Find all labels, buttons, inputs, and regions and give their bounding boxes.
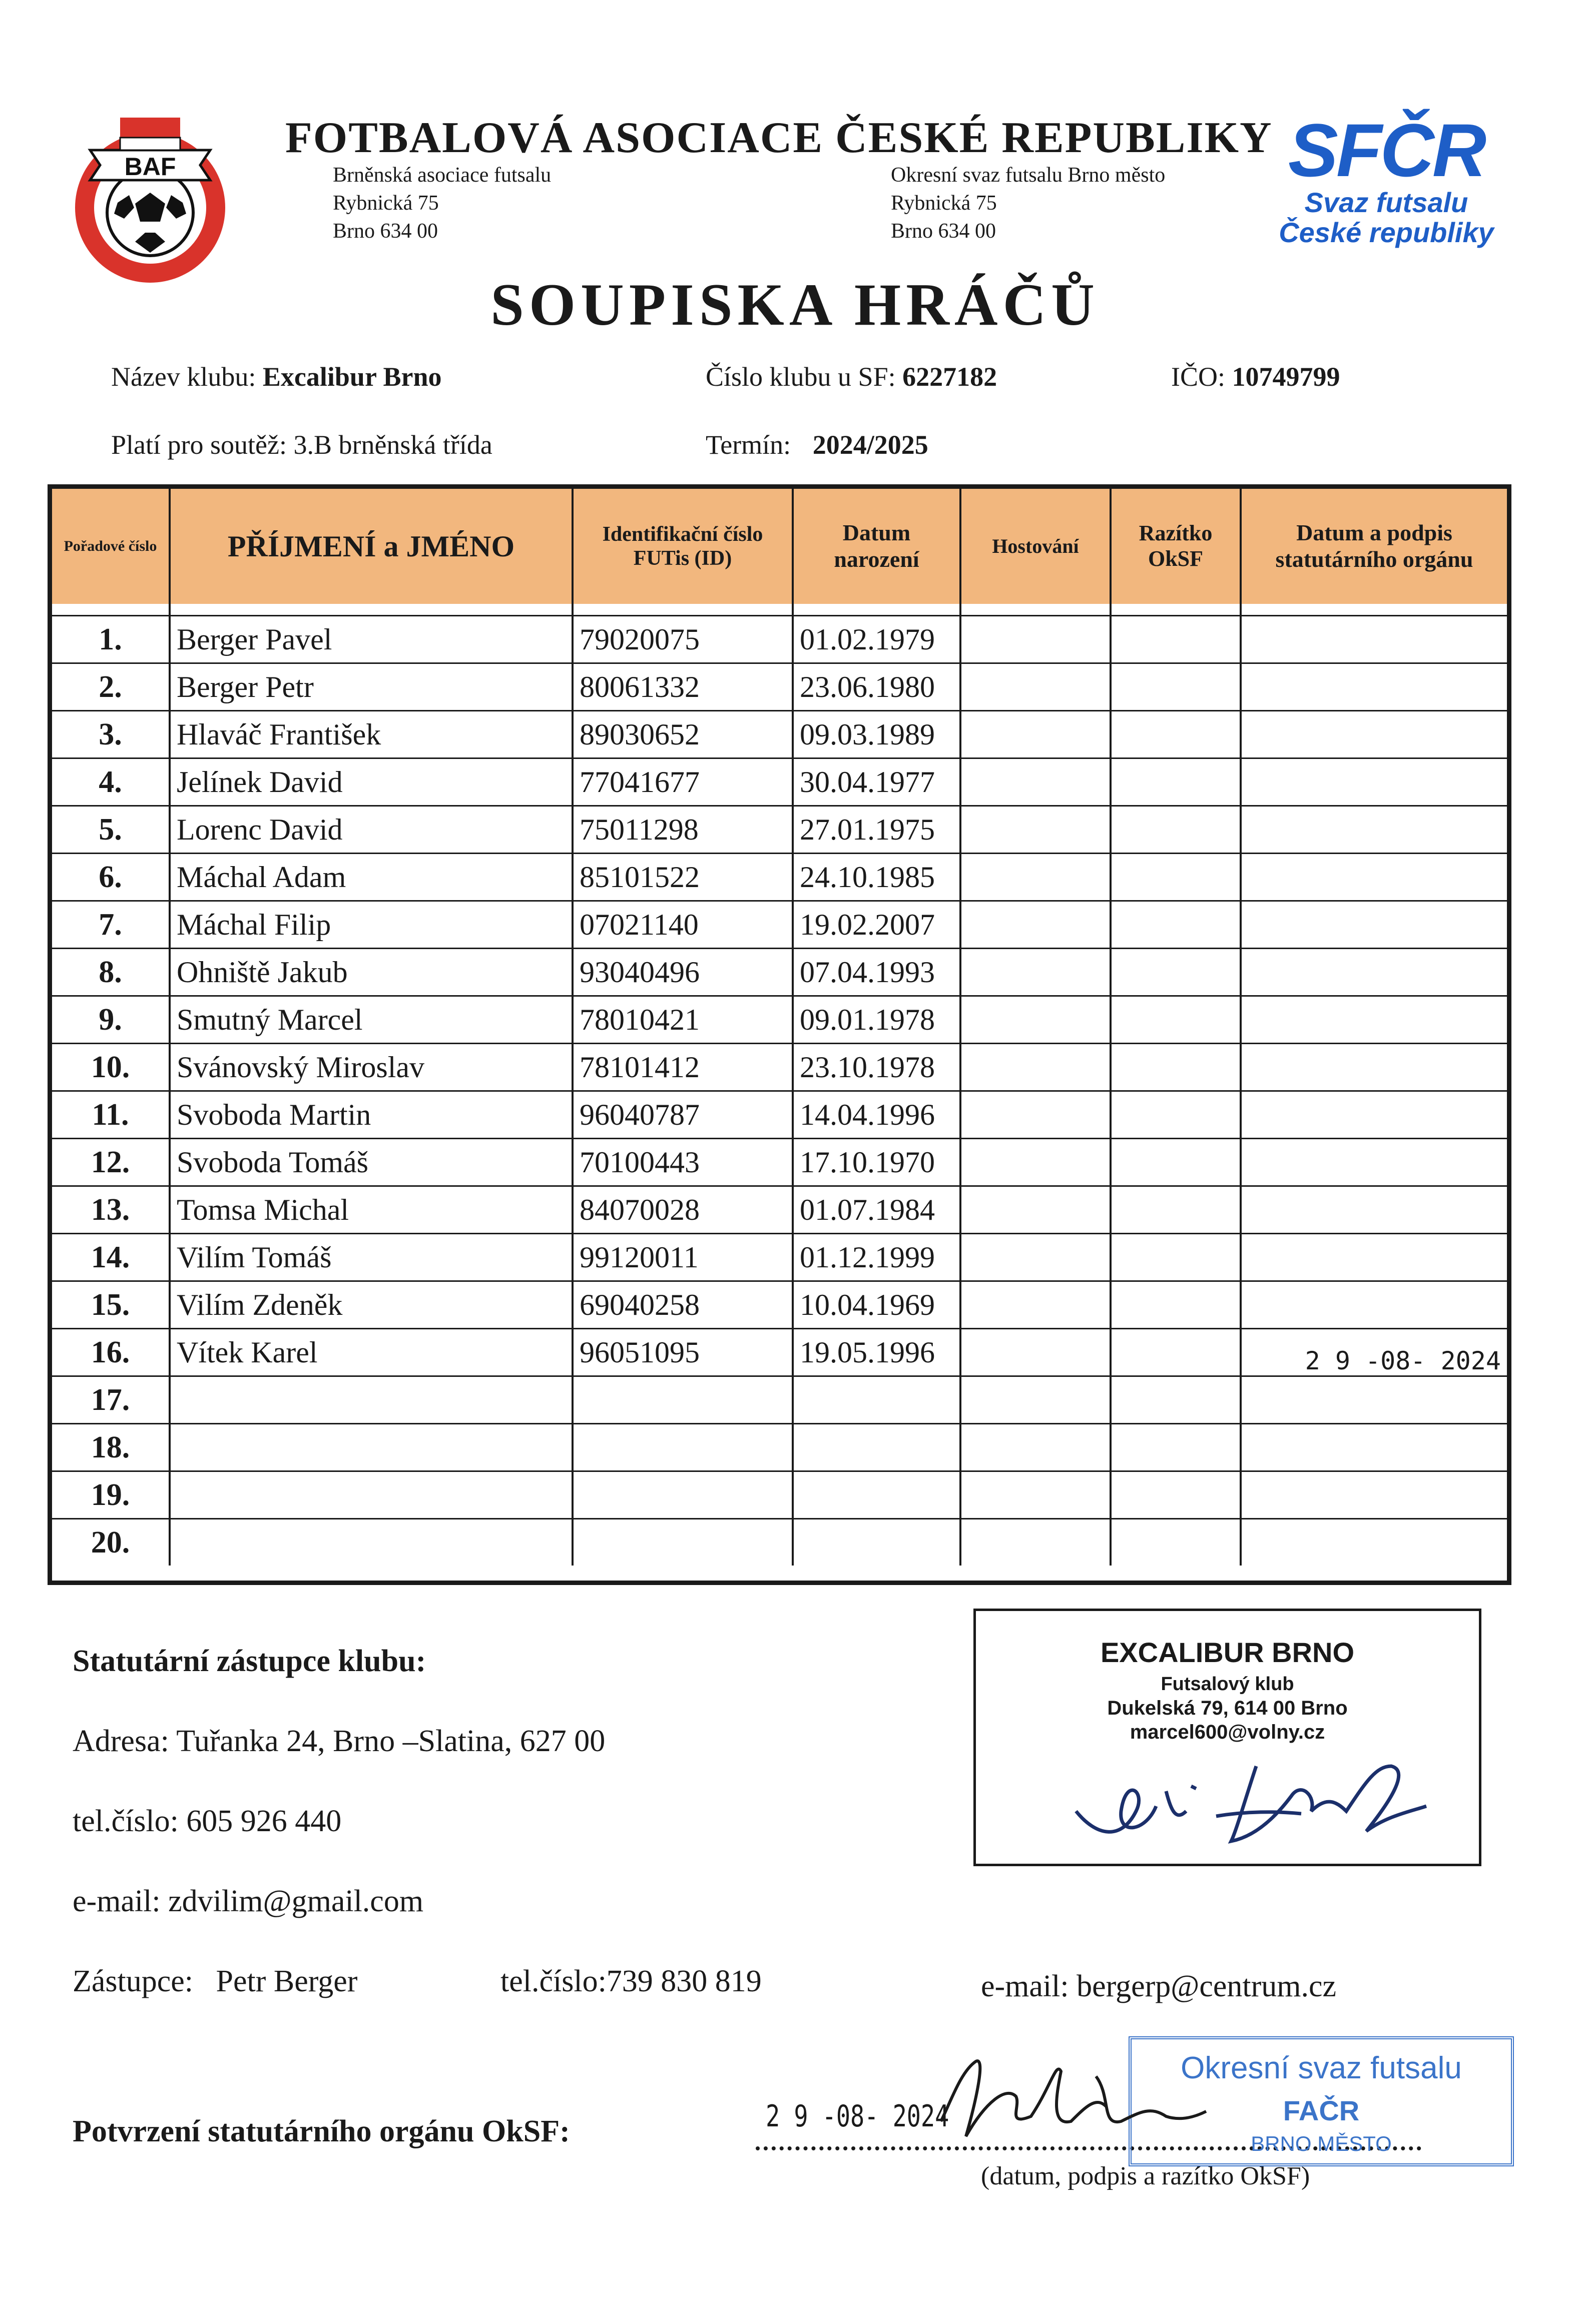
birth-date-cell	[793, 1424, 960, 1471]
col-header-sign: Datum a podpis statutárního orgánu	[1241, 489, 1507, 604]
row-number: 18.	[52, 1424, 170, 1471]
loan-cell	[960, 1329, 1111, 1376]
left-org-city: Brno 634 00	[333, 220, 438, 243]
oksf-stamp-cell	[1111, 1091, 1241, 1139]
row-number: 14.	[52, 1234, 170, 1281]
player-name-cell: Berger Petr	[170, 663, 573, 711]
statutory-label: Statutární zástupce klubu:	[73, 1644, 426, 1678]
oksf-signature	[931, 2041, 1211, 2151]
oksf-stamp-cell	[1111, 1234, 1241, 1281]
loan-cell	[960, 1044, 1111, 1091]
table-row	[52, 616, 1507, 663]
oksf-stamp-cell	[1111, 1329, 1241, 1376]
futis-id-cell: 85101522	[573, 854, 793, 901]
spacer-cell	[1241, 604, 1507, 616]
player-name-cell: Vilím Tomáš	[170, 1234, 573, 1281]
right-org-street: Rybnická 75	[891, 192, 997, 215]
futis-id-cell: 93040496	[573, 949, 793, 996]
oksf-stamp-cell	[1111, 711, 1241, 758]
futis-id-cell: 79020075	[573, 616, 793, 663]
player-name-cell: Hlaváč František	[170, 711, 573, 758]
table-row	[52, 711, 1507, 758]
signature-date-cell	[1241, 901, 1507, 949]
rep-value: Petr Berger	[216, 1964, 358, 1998]
baf-logo	[70, 108, 230, 288]
birth-date-cell: 01.07.1984	[793, 1186, 960, 1234]
term-field	[706, 429, 928, 460]
row-number: 17.	[52, 1376, 170, 1424]
left-org-address	[333, 161, 551, 245]
oksf-stamp-cell	[1111, 616, 1241, 663]
sfcr-logo-line1: Svaz futsalu	[1304, 187, 1468, 218]
term-label: Termín:	[706, 430, 791, 460]
rep-email-line	[981, 1969, 1336, 2004]
oksf-stamp-cell	[1111, 1424, 1241, 1471]
spacer-cell	[1111, 604, 1241, 616]
left-org-name: Brněnská asociace futsalu	[333, 164, 552, 187]
row-number: 1.	[52, 616, 170, 663]
player-name-cell: Máchal Filip	[170, 901, 573, 949]
loan-cell	[960, 996, 1111, 1044]
futis-id-cell: 75011298	[573, 806, 793, 854]
loan-cell	[960, 758, 1111, 806]
oksf-stamp-cell	[1111, 1471, 1241, 1519]
player-name-cell: Svánovský Miroslav	[170, 1044, 573, 1091]
loan-cell	[960, 1139, 1111, 1186]
signature-date-cell	[1241, 806, 1507, 854]
phone-line	[73, 1804, 341, 1839]
futis-id-cell	[573, 1376, 793, 1424]
col-header-name: PŘÍJMENÍ a JMÉNO	[170, 489, 573, 604]
oksf-stamp-cell	[1111, 1139, 1241, 1186]
row-number: 7.	[52, 901, 170, 949]
representative-line	[73, 1964, 357, 1999]
oksf-stamp-cell	[1111, 1519, 1241, 1566]
table-row	[52, 1519, 1507, 1566]
player-name-cell: Lorenc David	[170, 806, 573, 854]
row-number: 3.	[52, 711, 170, 758]
birth-date-cell	[793, 1376, 960, 1424]
oksf-stamp-line3: BRNO MĚSTO	[1251, 2132, 1392, 2155]
club-stamp-address: Dukelská 79, 614 00 Brno	[1107, 1697, 1348, 1719]
club-name-label: Název klubu:	[111, 362, 256, 392]
left-org-street: Rybnická 75	[333, 192, 439, 215]
email-label: e-mail:	[73, 1884, 161, 1918]
signature-date-cell	[1241, 663, 1507, 711]
oksf-stamp-line1: Okresní svaz futsalu	[1181, 2051, 1462, 2085]
oksf-stamp-cell	[1111, 854, 1241, 901]
loan-cell	[960, 616, 1111, 663]
birth-date-cell	[793, 1471, 960, 1519]
table-row	[52, 1471, 1507, 1519]
spacer-cell	[573, 604, 793, 616]
right-org-city: Brno 634 00	[891, 220, 996, 243]
birth-date-cell: 24.10.1985	[793, 854, 960, 901]
futis-id-cell: 80061332	[573, 663, 793, 711]
club-stamp-email: marcel600@volny.cz	[1130, 1721, 1325, 1743]
birth-date-cell: 09.03.1989	[793, 711, 960, 758]
signature-date-cell	[1241, 949, 1507, 996]
competition-field	[111, 429, 492, 460]
sfcr-logo-line2: České republiky	[1279, 217, 1494, 248]
birth-date-cell	[793, 1519, 960, 1566]
oksf-stamp-cell	[1111, 996, 1241, 1044]
player-name-cell	[170, 1471, 573, 1519]
oksf-stamp-cell	[1111, 806, 1241, 854]
futis-id-cell	[573, 1471, 793, 1519]
player-name-cell: Berger Pavel	[170, 616, 573, 663]
row-number: 11.	[52, 1091, 170, 1139]
loan-cell	[960, 1234, 1111, 1281]
signature-date-cell	[1241, 996, 1507, 1044]
col-header-loan: Hostování	[960, 489, 1111, 604]
table-row	[52, 1329, 1507, 1376]
club-signature	[1066, 1736, 1466, 1856]
address-line	[73, 1724, 605, 1759]
birth-date-cell: 01.12.1999	[793, 1234, 960, 1281]
loan-cell	[960, 806, 1111, 854]
loan-cell	[960, 1471, 1111, 1519]
futis-id-cell	[573, 1519, 793, 1566]
birth-date-cell: 23.06.1980	[793, 663, 960, 711]
table-row	[52, 1186, 1507, 1234]
signature-date-cell	[1241, 854, 1507, 901]
email-line	[73, 1884, 423, 1919]
confirm-label: Potvrzení statutárního orgánu OkSF:	[73, 2114, 570, 2148]
row-number: 13.	[52, 1186, 170, 1234]
table-row	[52, 1281, 1507, 1329]
birth-date-cell: 23.10.1978	[793, 1044, 960, 1091]
signature-date-cell	[1241, 1424, 1507, 1471]
row-number: 12.	[52, 1139, 170, 1186]
table-row	[52, 996, 1507, 1044]
table-row	[52, 949, 1507, 996]
birth-date-cell: 27.01.1975	[793, 806, 960, 854]
player-name-cell: Jelínek David	[170, 758, 573, 806]
table-row	[52, 806, 1507, 854]
player-name-cell: Svoboda Martin	[170, 1091, 573, 1139]
club-name-value: Excalibur Brno	[262, 362, 442, 392]
loan-cell	[960, 901, 1111, 949]
address-value: Tuřanka 24, Brno –Slatina, 627 00	[176, 1724, 606, 1758]
futis-id-cell: 78010421	[573, 996, 793, 1044]
birth-date-cell: 09.01.1978	[793, 996, 960, 1044]
rep-email-label: e-mail:	[981, 1969, 1069, 2003]
phone-value: 605 926 440	[186, 1804, 342, 1838]
birth-date-cell: 01.02.1979	[793, 616, 960, 663]
birth-date-cell: 19.02.2007	[793, 901, 960, 949]
oksf-stamp-cell	[1111, 1281, 1241, 1329]
signature-date-cell	[1241, 1091, 1507, 1139]
loan-cell	[960, 1091, 1111, 1139]
loan-cell	[960, 949, 1111, 996]
birth-date-cell: 19.05.1996	[793, 1329, 960, 1376]
signature-date-cell	[1241, 1376, 1507, 1424]
club-stamp-type: Futsalový klub	[1161, 1674, 1294, 1695]
row-number: 8.	[52, 949, 170, 996]
birth-date-cell: 30.04.1977	[793, 758, 960, 806]
futis-id-cell	[573, 1424, 793, 1471]
signature-date-cell	[1241, 616, 1507, 663]
rep-email-value: bergerp@centrum.cz	[1077, 1969, 1337, 2003]
futis-id-cell: 77041677	[573, 758, 793, 806]
futis-id-cell: 07021140	[573, 901, 793, 949]
confirm-date-stamp: 2 9 -08- 2024	[766, 2099, 949, 2134]
col-header-order: Pořadové číslo	[52, 489, 170, 604]
club-stamp-name: EXCALIBUR BRNO	[1100, 1637, 1355, 1668]
row-number: 5.	[52, 806, 170, 854]
oksf-stamp-cell	[1111, 949, 1241, 996]
oksf-stamp-cell	[1111, 1186, 1241, 1234]
row-number: 15.	[52, 1281, 170, 1329]
signature-date-cell	[1241, 1139, 1507, 1186]
table-row	[52, 1376, 1507, 1424]
player-name-cell: Svoboda Tomáš	[170, 1139, 573, 1186]
col-header-birth: Datum narození	[793, 489, 960, 604]
signature-date-cell	[1241, 1186, 1507, 1234]
ico-value: 10749799	[1232, 362, 1340, 392]
header-spacer	[52, 604, 1507, 616]
oksf-stamp-cell	[1111, 758, 1241, 806]
birth-date-cell: 07.04.1993	[793, 949, 960, 996]
table-row	[52, 1139, 1507, 1186]
row-number: 19.	[52, 1471, 170, 1519]
table-row	[52, 854, 1507, 901]
player-name-cell: Máchal Adam	[170, 854, 573, 901]
oksf-stamp-cell	[1111, 901, 1241, 949]
signature-date-cell	[1241, 1044, 1507, 1091]
table-row	[52, 1424, 1507, 1471]
futis-id-cell: 70100443	[573, 1139, 793, 1186]
federation-title: FOTBALOVÁ ASOCIACE ČESKÉ REPUBLIKY	[285, 114, 1273, 162]
spacer-cell	[52, 604, 170, 616]
roster-body	[52, 604, 1507, 1566]
futis-id-cell: 99120011	[573, 1234, 793, 1281]
table-row	[52, 758, 1507, 806]
loan-cell	[960, 711, 1111, 758]
club-number-label: Číslo klubu u SF:	[706, 362, 896, 392]
signature-date-cell	[1241, 711, 1507, 758]
signature-date-cell	[1241, 1471, 1507, 1519]
phone-label: tel.číslo:	[73, 1804, 179, 1838]
email-value: zdvilim@gmail.com	[168, 1884, 424, 1918]
competition-label: Platí pro soutěž:	[111, 430, 287, 460]
player-name-cell	[170, 1376, 573, 1424]
term-value: 2024/2025	[812, 430, 928, 460]
loan-cell	[960, 1186, 1111, 1234]
sfcr-logo-mark: SFČR	[1288, 108, 1485, 192]
loan-cell	[960, 854, 1111, 901]
row-number: 6.	[52, 854, 170, 901]
competition-value: 3.B brněnská třída	[293, 430, 492, 460]
signature-date-cell: 2 9 -08- 2024	[1241, 1329, 1507, 1376]
player-name-cell: Vilím Zdeněk	[170, 1281, 573, 1329]
futis-id-cell: 89030652	[573, 711, 793, 758]
birth-date-cell: 14.04.1996	[793, 1091, 960, 1139]
futis-id-cell: 69040258	[573, 1281, 793, 1329]
rep-phone: tel.číslo:739 830 819	[500, 1964, 762, 1998]
club-name-field	[111, 361, 441, 392]
player-name-cell: Smutný Marcel	[170, 996, 573, 1044]
player-name-cell: Tomsa Michal	[170, 1186, 573, 1234]
signature-date-cell	[1241, 1234, 1507, 1281]
table-row	[52, 1234, 1507, 1281]
birth-date-cell: 17.10.1970	[793, 1139, 960, 1186]
right-org-name: Okresní svaz futsalu Brno město	[891, 164, 1166, 187]
loan-cell	[960, 1281, 1111, 1329]
spacer-cell	[793, 604, 960, 616]
signature-date-cell	[1241, 1281, 1507, 1329]
player-name-cell	[170, 1519, 573, 1566]
loan-cell	[960, 663, 1111, 711]
row-number: 16.	[52, 1329, 170, 1376]
row-number: 10.	[52, 1044, 170, 1091]
address-label: Adresa:	[73, 1724, 169, 1758]
futis-id-cell: 96051095	[573, 1329, 793, 1376]
table-row	[52, 901, 1507, 949]
signature-date-cell	[1241, 1519, 1507, 1566]
birth-date-cell: 10.04.1969	[793, 1281, 960, 1329]
row-number: 9.	[52, 996, 170, 1044]
baf-logo-text: BAF	[124, 153, 176, 181]
confirm-caption: (datum, podpis a razítko OkSF)	[981, 2162, 1310, 2190]
table-row	[52, 663, 1507, 711]
col-header-id: Identifikační číslo FUTis (ID)	[573, 489, 793, 604]
roster-table	[48, 484, 1511, 1585]
document-title: SOUPISKA HRÁČŮ	[490, 271, 1100, 338]
row-number: 4.	[52, 758, 170, 806]
col-header-stamp: Razítko OkSF	[1111, 489, 1241, 604]
ico-field	[1171, 361, 1340, 392]
club-number-value: 6227182	[902, 362, 997, 392]
spacer-cell	[960, 604, 1111, 616]
row-number: 20.	[52, 1519, 170, 1566]
club-number-field	[706, 361, 997, 392]
player-name-cell	[170, 1424, 573, 1471]
futis-id-cell: 84070028	[573, 1186, 793, 1234]
oksf-stamp-cell	[1111, 663, 1241, 711]
signature-date-cell	[1241, 758, 1507, 806]
sfcr-logo	[1271, 108, 1501, 273]
oksf-stamp-cell	[1111, 1044, 1241, 1091]
oksf-stamp-cell	[1111, 1376, 1241, 1424]
futis-id-cell: 78101412	[573, 1044, 793, 1091]
table-row	[52, 1091, 1507, 1139]
ico-label: IČO:	[1171, 362, 1225, 392]
oksf-stamp-line2: FAČR	[1283, 2095, 1360, 2126]
spacer-cell	[170, 604, 573, 616]
rep-label: Zástupce:	[73, 1964, 194, 1998]
loan-cell	[960, 1424, 1111, 1471]
club-stamp	[973, 1609, 1481, 1866]
futis-id-cell: 96040787	[573, 1091, 793, 1139]
loan-cell	[960, 1519, 1111, 1566]
row-number: 2.	[52, 663, 170, 711]
table-row	[52, 1044, 1507, 1091]
player-name-cell: Ohniště Jakub	[170, 949, 573, 996]
right-org-address	[891, 161, 1165, 245]
loan-cell	[960, 1376, 1111, 1424]
player-name-cell: Vítek Karel	[170, 1329, 573, 1376]
